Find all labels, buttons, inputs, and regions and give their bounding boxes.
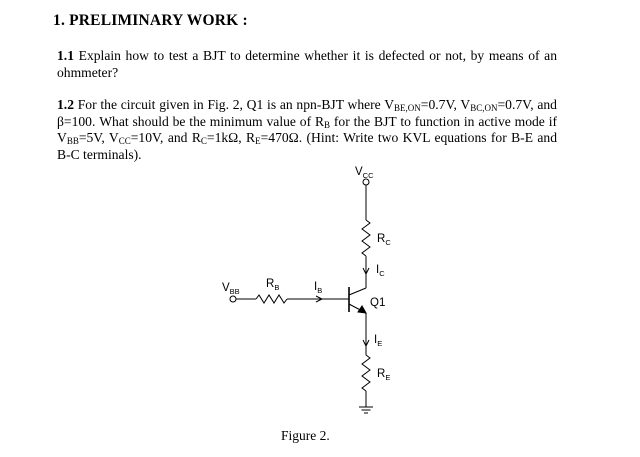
figure-caption: Figure 2. (281, 428, 330, 443)
rc-resistor (362, 220, 370, 256)
q2-text-6: =10V, and R (130, 130, 201, 145)
q2-text-7: =1kΩ, R (206, 130, 256, 145)
question-1-1-number: 1.1 (57, 48, 74, 63)
ic-label: $I_C$ (376, 264, 385, 278)
re-resistor (362, 355, 370, 391)
ie-label: $I_E$ (374, 334, 383, 348)
transistor-collector (349, 288, 366, 295)
rb-label: $R_B$ (266, 278, 280, 292)
q1-label: Q1 (370, 297, 386, 309)
q2-vbc-subscript: BC,ON (470, 103, 498, 113)
vbb-label: $V_{BB}$ (222, 282, 240, 296)
section-heading: 1. PRELIMINARY WORK : (53, 12, 248, 29)
q2-text-5: =5V, V (78, 130, 119, 145)
question-1-2-number: 1.2 (57, 97, 74, 112)
q2-text-1: For the circuit given in Fig. 2, Q1 is an npn-BJT where V (77, 97, 395, 112)
q2-vbe-subscript: BE,ON (394, 103, 421, 113)
rb-resistor (256, 295, 287, 303)
q2-vcc-subscript: CC (118, 136, 131, 146)
q2-text-4: for the BJT to function in active mode if V (57, 113, 557, 145)
vbb-terminal (230, 296, 236, 302)
emitter-arrow-icon (358, 306, 366, 313)
q2-rb-subscript: B (324, 119, 331, 130)
question-1-1-text: Explain how to test a BJT to determine whether it is defected or not, by means of an ohmmeter? (57, 48, 557, 80)
q2-text-2: =0.7V, V (420, 97, 471, 112)
re-label: $R_E$ (377, 368, 391, 382)
vcc-label: $V_{CC}$ (355, 166, 374, 180)
ib-label: $I_B$ (314, 281, 323, 295)
q2-text-8: =470Ω. (Hint: Write two KVL equations for B-E and B-C terminals). (57, 130, 558, 162)
rc-label: $R_C$ (377, 233, 391, 247)
q2-vbb-subscript: BB (66, 136, 79, 146)
q2-text-3: =0.7V, and β=100. What should be the minimum value of R (57, 97, 557, 129)
q2-re-subscript: E (255, 136, 261, 146)
q2-rc-subscript: C (200, 136, 207, 146)
